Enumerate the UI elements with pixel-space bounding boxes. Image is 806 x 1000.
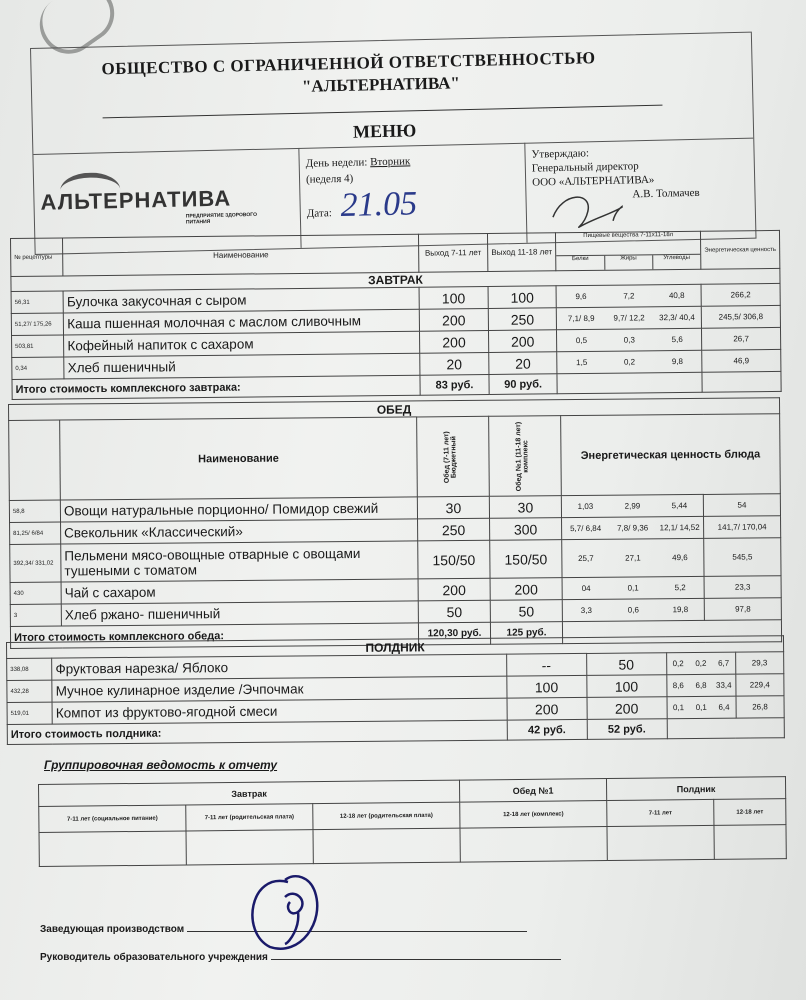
breakfast-zh-value: 7,2 <box>623 291 635 301</box>
breakfast-name-cell: Кофейный напиток с сахаром <box>64 331 420 357</box>
lunch-total-label: Итого стоимость комплексного обеда: <box>10 623 418 649</box>
breakfast-o1-cell: 20 <box>420 352 489 375</box>
group-lunch: Обед №1 <box>459 779 606 803</box>
breakfast-u-value: 32,3/ 40,4 <box>659 312 695 323</box>
snack-num-cell: 519,01 <box>7 702 52 724</box>
lunch-col-name: Наименование <box>60 417 418 500</box>
group-c4: 12-18 лет (комплекс) <box>460 801 607 829</box>
lunch-o1-cell: 150/50 <box>418 540 490 579</box>
snack-u-value: 33,4 <box>715 680 732 690</box>
col-num-header: № рецептуры <box>11 238 64 277</box>
breakfast-b-value: 1,5 <box>576 357 588 368</box>
breakfast-o2-cell: 200 <box>488 330 557 353</box>
lunch-e-cell: 97,8 <box>704 598 781 621</box>
col-u-header: Углеводы <box>663 254 690 262</box>
lunch-zh-value: 0,1 <box>627 583 639 593</box>
snack-o2-cell: 200 <box>587 697 667 720</box>
breakfast-zh-value: 0,2 <box>623 357 636 367</box>
group-c2: 7-11 лет (родительская плата) <box>186 804 313 831</box>
breakfast-num-cell: 56,31 <box>11 291 64 314</box>
lunch-zh-value: 2,99 <box>624 501 641 511</box>
lunch-u-value: 19,8 <box>672 605 689 615</box>
sign-prod-label: Заведующая производством <box>40 924 185 935</box>
menu-title: МЕНЮ <box>352 120 417 142</box>
breakfast-u-value: 9,8 <box>671 356 684 367</box>
lunch-num-cell: 58,8 <box>9 500 60 522</box>
header-divider <box>103 105 663 119</box>
breakfast-o1-cell: 200 <box>420 330 489 353</box>
lunch-name-cell: Пельмени мясо-овощные отварные с овощами тушеными с томатом <box>61 541 418 582</box>
date-value: 21.05 <box>340 185 418 224</box>
breakfast-o1-cell: 100 <box>419 286 488 309</box>
snack-b-value: 0,2 <box>672 659 684 669</box>
col-out2-header: Выход 11-18 лет <box>487 233 556 272</box>
breakfast-num-cell: 51,27/ 175,26 <box>11 313 64 336</box>
snack-table <box>6 635 785 745</box>
org-name: "АЛЬТЕРНАТИВА" <box>301 73 461 96</box>
group-snack: Полдник <box>606 777 785 801</box>
breakfast-zh-value: 9,7/ 12,2 <box>613 313 645 323</box>
lunch-b-value: 5,7/ 6,84 <box>570 523 602 534</box>
director-signature <box>542 186 623 238</box>
group-table <box>38 776 787 867</box>
breakfast-o1-cell: 200 <box>419 308 488 331</box>
approve-label: Утверждаю: <box>531 147 590 161</box>
group-title: Группировочная ведомость к отчету <box>44 758 278 772</box>
director-name: А.В. Толмачев <box>632 186 700 201</box>
lunch-name-cell: Свекольник «Классический» <box>61 519 418 544</box>
snack-o2-cell: 100 <box>586 675 666 698</box>
lunch-o1-cell: 250 <box>418 518 490 541</box>
lunch-o2-cell: 150/50 <box>490 540 562 579</box>
lunch-u-value: 12,1/ 14,52 <box>659 522 700 533</box>
lunch-col1: Обед (7-11 лет) Бюджетный <box>443 430 458 483</box>
snack-o1-cell: 100 <box>506 675 586 698</box>
snack-num-cell: 432,28 <box>7 680 52 702</box>
lunch-name-cell: Хлеб ржано- пшеничный <box>61 601 418 626</box>
snack-e-cell: 229,4 <box>736 674 784 696</box>
snack-name-cell: Фруктовая нарезка/ Яблоко <box>52 654 507 680</box>
lunch-table <box>8 397 782 649</box>
breakfast-e-cell: 26,7 <box>701 327 780 350</box>
lunch-o1-cell: 30 <box>417 496 489 519</box>
group-breakfast: Завтрак <box>39 780 460 806</box>
lunch-col2: Обед №1 (11-18 лет) комплекс <box>515 421 530 491</box>
group-c1: 7-11 лет (социальное питание) <box>39 805 186 833</box>
lunch-total-2: 125 руб. <box>490 622 562 645</box>
lunch-energy-header: Энергетическая ценность блюда <box>561 414 781 496</box>
lunch-b-value: 3,3 <box>580 605 592 616</box>
lunch-u-value: 5,2 <box>674 583 686 593</box>
breakfast-o2-cell: 100 <box>488 286 557 309</box>
lunch-b-value: 04 <box>581 583 591 594</box>
lunch-o2-cell: 300 <box>490 518 562 541</box>
group-c6: 12-18 лет <box>714 799 786 826</box>
breakfast-table <box>10 230 782 400</box>
lunch-name-cell: Чай с сахаром <box>61 579 418 604</box>
breakfast-u-value: 40,8 <box>668 290 685 301</box>
org-title: ОБЩЕСТВО С ОГРАНИЧЕННОЙ ОТВЕТСТВЕННОСТЬЮ <box>101 48 596 79</box>
breakfast-o2-cell: 20 <box>488 352 557 375</box>
breakfast-total-1: 83 руб. <box>420 374 489 395</box>
group-c3: 12-18 лет (родительская плата) <box>313 802 460 830</box>
lunch-u-value: 49,6 <box>672 553 688 563</box>
breakfast-name-cell: Булочка закусочная с сыром <box>63 287 419 313</box>
breakfast-e-cell: 266,2 <box>701 283 780 306</box>
lunch-u-value: 5,44 <box>671 501 688 511</box>
breakfast-b-value: 9,6 <box>575 291 587 302</box>
snack-b-value: 0,1 <box>672 703 685 713</box>
snack-title: ПОЛДНИК <box>7 636 784 659</box>
snack-num-cell: 338,08 <box>7 658 52 680</box>
lunch-num-cell: 81,25/ 6/84 <box>10 522 61 544</box>
lunch-zh-value: 7,8/ 9,36 <box>617 523 649 533</box>
col-name-header: Наименование <box>63 234 419 276</box>
lunch-zh-value: 27,1 <box>625 553 641 563</box>
lunch-o1-cell: 200 <box>418 578 490 601</box>
lunch-num-cell: 392,34/ 331,02 <box>10 544 61 582</box>
lunch-e-cell: 23,3 <box>704 576 781 599</box>
logo-text: АЛЬТЕРНАТИВА <box>40 185 232 215</box>
snack-name-cell: Компот из фруктово-ягодной смеси <box>52 698 507 724</box>
snack-o1-cell: 200 <box>507 697 587 720</box>
breakfast-o2-cell: 250 <box>488 308 557 331</box>
snack-total-2: 52 руб. <box>587 719 667 740</box>
lunch-total-1: 120,30 руб. <box>418 622 490 645</box>
approve-org: ООО «АЛЬТЕРНАТИВА» <box>532 173 655 189</box>
col-out1-header: Выход 7-11 лет <box>419 234 488 273</box>
snack-e-cell: 26,8 <box>736 696 784 718</box>
snack-e-cell: 29,3 <box>735 652 783 674</box>
snack-o2-cell: 50 <box>586 653 666 676</box>
lunch-o1-cell: 50 <box>418 600 490 623</box>
lunch-num-cell: 3 <box>10 604 61 626</box>
col-b-header: Белки <box>557 256 605 271</box>
logo <box>40 178 281 233</box>
week-label: (неделя 4) <box>305 172 354 186</box>
group-c5: 7-11 лет <box>607 799 714 826</box>
lunch-e-cell: 141,7/ 170,04 <box>704 516 781 539</box>
lunch-b-value: 25,7 <box>578 553 594 564</box>
breakfast-e-cell: 245,5/ 306,8 <box>701 305 780 328</box>
lunch-name-cell: Овощи натуральные порционно/ Помидор свежий <box>60 497 417 522</box>
snack-zh-value: 0,1 <box>695 702 707 712</box>
breakfast-b-value: 0,5 <box>575 335 588 346</box>
logo-subtext: ПРЕДПРИЯТИЕ ЗДОРОВОГО ПИТАНИЯ <box>185 211 258 226</box>
col-energy-header: Энергетическая ценность <box>700 230 779 269</box>
breakfast-name-cell: Хлеб пшеничный <box>64 353 420 379</box>
breakfast-total-2: 90 руб. <box>489 374 558 395</box>
header-box <box>30 32 757 255</box>
breakfast-b-value: 7,1/ 8,9 <box>567 313 595 324</box>
snack-u-value: 6,7 <box>718 658 730 668</box>
lunch-num-cell: 430 <box>10 582 61 604</box>
breakfast-num-cell: 0,34 <box>12 357 65 380</box>
lunch-title: ОБЕД <box>9 398 780 421</box>
snack-name-cell: Мучное кулинарное изделие /Эчпочмак <box>52 676 507 702</box>
breakfast-name-cell: Каша пшенная молочная с маслом сливочным <box>64 309 420 335</box>
approve-position: Генеральный директор <box>531 160 639 175</box>
date-label: Дата: <box>306 207 332 220</box>
lunch-o2-cell: 50 <box>490 600 562 623</box>
breakfast-title: ЗАВТРАК <box>11 268 780 291</box>
lunch-o2-cell: 30 <box>489 496 561 519</box>
snack-total-1: 42 руб. <box>507 719 587 740</box>
snack-total-label: Итого стоимость полдника: <box>7 720 507 744</box>
lunch-o2-cell: 200 <box>490 578 562 601</box>
snack-o1-cell: -- <box>506 653 586 676</box>
breakfast-total-label: Итого стоимость комплексного завтрака: <box>12 375 420 399</box>
day-value: Вторник <box>370 155 411 169</box>
snack-b-value: 8,6 <box>672 681 684 691</box>
lunch-zh-value: 0,6 <box>627 605 639 615</box>
breakfast-u-value: 5,6 <box>671 334 683 345</box>
breakfast-num-cell: 503,81 <box>12 335 65 358</box>
sign-head-label: Руководитель образовательного учреждения <box>40 952 268 963</box>
col-zh-header: Жиры <box>605 255 653 270</box>
lunch-b-value: 1,03 <box>577 501 594 512</box>
breakfast-e-cell: 46,9 <box>702 349 781 372</box>
snack-u-value: 6,4 <box>718 702 730 712</box>
breakfast-zh-value: 0,3 <box>623 335 635 345</box>
nutr-header: Пищевые вещества 7-11х11-18л <box>556 232 700 257</box>
day-label: День недели: <box>305 156 368 170</box>
handwritten-signature <box>230 862 350 962</box>
lunch-e-cell: 545,5 <box>704 538 781 577</box>
snack-zh-value: 0,2 <box>695 658 707 668</box>
lunch-e-cell: 54 <box>703 494 780 517</box>
snack-zh-value: 6,8 <box>695 680 707 690</box>
